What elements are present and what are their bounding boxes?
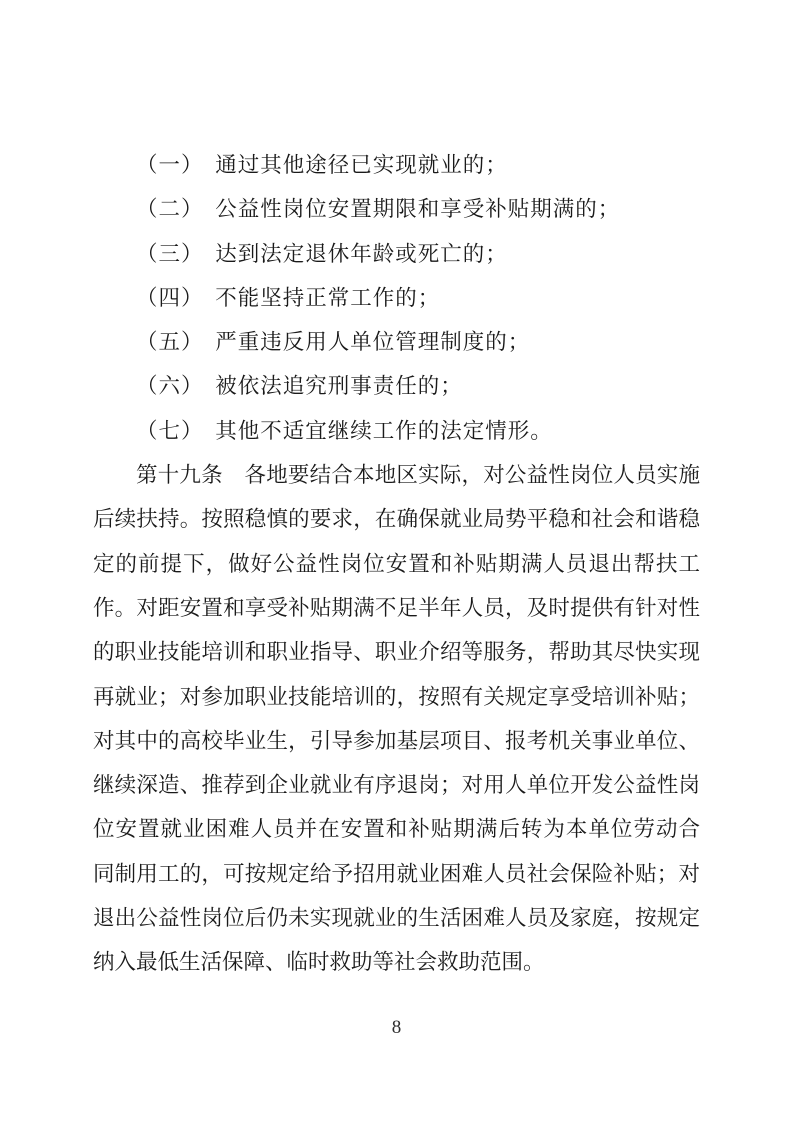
paragraph-line: 定的前提下，做好公益性岗位安置和补贴期满人员退出帮扶工 [93, 551, 700, 576]
list-item-3: （三） 达到法定退休年龄或死亡的； [136, 241, 508, 266]
document-body [93, 143, 700, 985]
page-number: 8 [391, 1017, 402, 1038]
paragraph-line: 第十九条 各地要结合本地区实际，对公益性岗位人员实施 [136, 463, 700, 488]
list-item-4: （四） 不能坚持正常工作的； [136, 285, 441, 310]
paragraph-line: 同制用工的，可按规定给予招用就业困难人员社会保险补贴；对 [93, 861, 700, 886]
paragraph-line: 纳入最低生活保障、临时救助等社会救助范围。 [93, 950, 545, 975]
paragraph-line: 后续扶持。按照稳慎的要求，在确保就业局势平稳和社会和谐稳 [93, 507, 700, 532]
list-item-1: （一） 通过其他途径已实现就业的； [136, 153, 508, 177]
paragraph-line: 作。对距安置和享受补贴期满不足半年人员，及时提供有针对性 [93, 595, 700, 620]
paragraph-line: 位安置就业困难人员并在安置和补贴期满后转为本单位劳动合 [93, 817, 700, 842]
paragraph-line: 退出公益性岗位后仍未实现就业的生活困难人员及家庭，按规定 [93, 906, 700, 931]
paragraph-line: 继续深造、推荐到企业就业有序退岗；对用人单位开发公益性岗 [93, 773, 700, 798]
list-item-5: （五） 严重违反用人单位管理制度的； [136, 330, 531, 355]
list-item-7: （七） 其他不适宜继续工作的法定情形。 [136, 418, 553, 443]
paragraph-line: 对其中的高校毕业生，引导参加基层项目、报考机关事业单位、 [93, 728, 700, 753]
paragraph-line: 的职业技能培训和职业指导、职业介绍等服务，帮助其尽快实现 [93, 640, 700, 665]
list-item-2: （二） 公益性岗位安置期限和享受补贴期满的； [136, 197, 621, 222]
paragraph-line: 再就业；对参加职业技能培训的，按照有关规定享受培训补贴； [93, 684, 700, 709]
list-item-6: （六） 被依法追究刑事责任的； [136, 374, 463, 399]
